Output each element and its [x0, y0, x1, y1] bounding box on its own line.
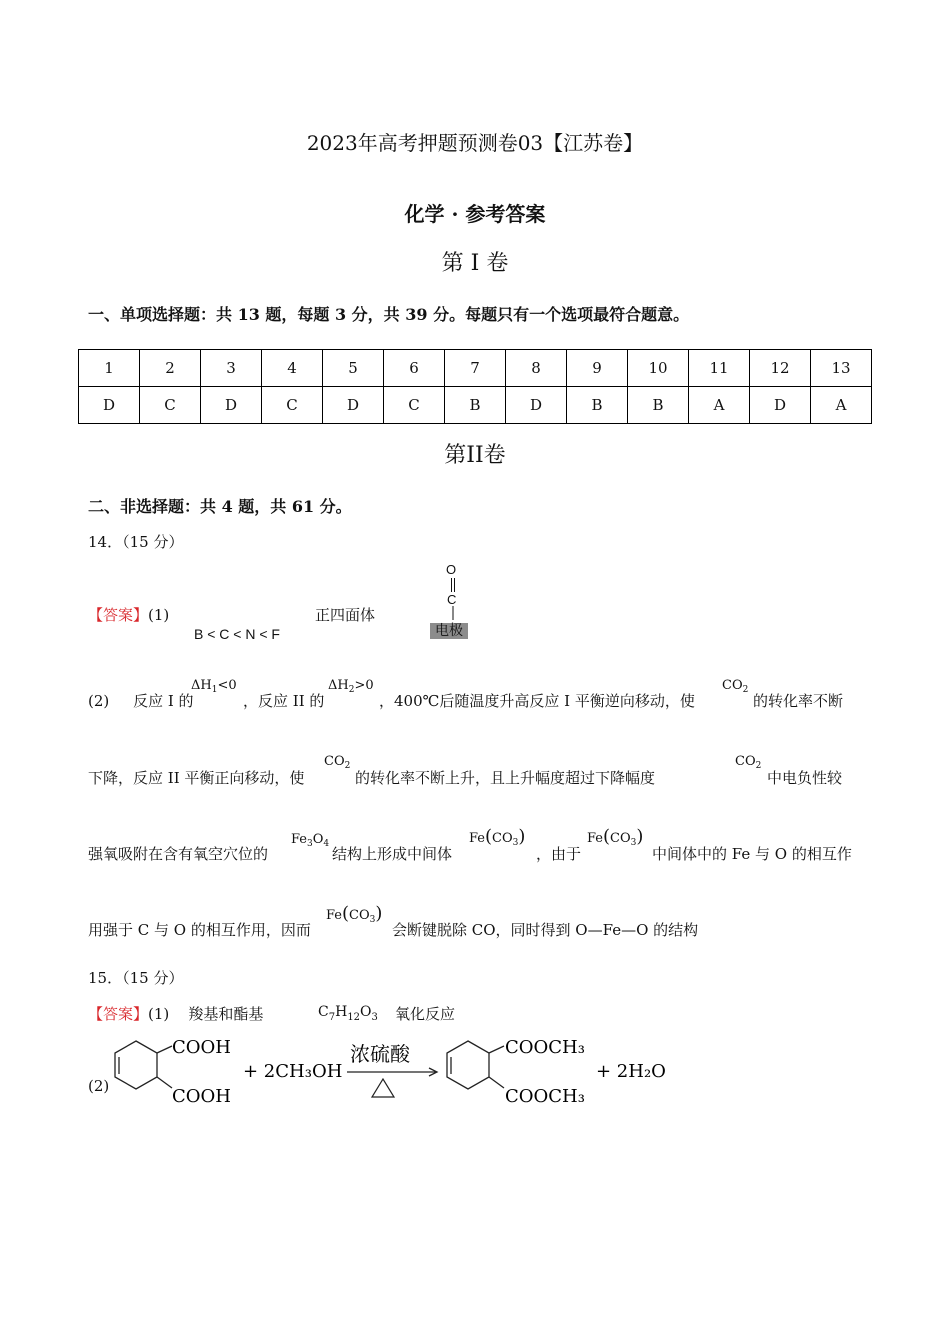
electronegativity-order: B < C < N < F	[194, 626, 280, 642]
subscript: 3	[512, 838, 519, 848]
co-carbon-atom: C	[447, 592, 457, 607]
answer-tag: 【答案】	[88, 1005, 149, 1023]
answer-table-answer-row	[79, 387, 872, 424]
question-number: 4	[262, 350, 323, 387]
subscript: 7	[328, 1012, 336, 1023]
subscript: 3	[307, 839, 313, 849]
co2-formula	[324, 754, 350, 771]
water-product: + 2H₂O	[596, 1061, 666, 1082]
carboxyl-group-top: COOH	[172, 1037, 231, 1058]
text-segment: CO	[349, 908, 370, 923]
feco3-formula: $Fe(CO_3)$	[587, 826, 644, 848]
text-segment: H	[335, 1004, 348, 1020]
co2-formula	[735, 754, 761, 771]
part-number: (1)	[148, 1005, 170, 1023]
text-segment: CO	[722, 678, 743, 693]
q14-answer-line-1	[88, 604, 169, 625]
reactant-cyclohexene-ring	[115, 1041, 172, 1089]
subscript: 1	[211, 685, 218, 695]
carboxyl-group-bottom: COOH	[172, 1086, 231, 1107]
molecular-formula	[318, 1004, 378, 1023]
answer-table-number-row	[79, 350, 872, 387]
question-number: 5	[323, 350, 384, 387]
subscript: 2	[742, 685, 749, 695]
question-14-label: 14．（15 分）	[88, 533, 184, 551]
question-number: 7	[445, 350, 506, 387]
volume-2-heading: 第II卷	[444, 443, 506, 468]
question-number: 6	[384, 350, 445, 387]
subscript: 2	[344, 761, 351, 771]
text-segment: Fe	[469, 831, 486, 846]
subscript: 4	[323, 839, 330, 849]
subscript: 2	[348, 685, 355, 695]
ester-group-bottom: COOCH₃	[505, 1086, 585, 1107]
answer-letter: B	[628, 387, 689, 424]
text-segment: ΔH	[191, 678, 212, 693]
document-title: 2023年高考押题预测卷03【江苏卷】	[306, 131, 644, 155]
part-number: (2)	[88, 692, 110, 710]
catalyst-label: 浓硫酸	[350, 1042, 410, 1066]
answer-letter: C	[262, 387, 323, 424]
q14-part2-line-4: 用强于 C 与 O 的相互作用，因而	[88, 921, 311, 939]
answer-letter: C	[384, 387, 445, 424]
q14-part2-line-1d: 的转化率不断	[753, 692, 844, 710]
q14-part2-line-1b: ，反应 II 的	[243, 692, 325, 710]
product-cyclohexene-ring	[447, 1041, 504, 1089]
question-number: 10	[628, 350, 689, 387]
question-number: 1	[79, 350, 140, 387]
text-segment: C	[318, 1004, 329, 1020]
text-segment: O	[360, 1004, 372, 1020]
q14-part2-line-2c: 中电负性较	[767, 769, 843, 787]
q14-part2-line-2: 下降，反应 II 平衡正向移动，使	[88, 769, 305, 787]
subscript: 3	[630, 838, 637, 848]
text-segment: ΔH	[328, 678, 349, 693]
text-segment: O	[312, 832, 324, 847]
q14-part2-line-3d: 中间体中的 Fe 与 O 的相互作	[652, 845, 852, 863]
answer-letter: B	[445, 387, 506, 424]
subscript: 2	[755, 761, 762, 771]
answer-letter: D	[201, 387, 262, 424]
molecular-shape: 正四面体	[315, 606, 376, 624]
co-oxygen-atom: O	[446, 562, 457, 577]
document-subtitle: 化学 · 参考答案	[404, 202, 546, 226]
q14-part2-line-1c: ，400℃后随温度升高反应 I 平衡逆向移动，使	[379, 692, 695, 710]
answer-letter: A	[811, 387, 872, 424]
q15-part2-number: (2)	[88, 1077, 110, 1095]
ester-group-top: COOCH₃	[505, 1037, 585, 1058]
esterification-reaction-scheme	[100, 1030, 680, 1115]
volume-1-heading: 第 I 卷	[441, 251, 509, 276]
feco3-formula: $Fe(CO_3)$	[469, 826, 526, 848]
text-segment: CO	[492, 831, 513, 846]
subscript: 3	[371, 1012, 378, 1023]
functional-groups: 羧基和酯基	[188, 1005, 264, 1023]
co-double-bond	[450, 578, 456, 592]
text-segment: Fe	[587, 831, 604, 846]
text-segment: CO	[735, 754, 756, 769]
heat-triangle-icon	[372, 1079, 394, 1097]
answer-tag: 【答案】	[88, 606, 149, 624]
feco3-formula: $Fe(CO_3)$	[326, 903, 383, 925]
answer-letter: B	[567, 387, 628, 424]
methanol-reagent: + 2CH₃OH	[243, 1061, 343, 1082]
answer-letter: C	[140, 387, 201, 424]
answer-table	[78, 349, 872, 424]
co-electrode-bond	[452, 606, 454, 620]
text-segment: Fe	[291, 832, 308, 847]
text-segment: Fe	[326, 908, 343, 923]
delta-h1-formula	[191, 678, 237, 695]
question-number: 3	[201, 350, 262, 387]
section-1-heading: 一、单项选择题：共 13 题，每题 3 分，共 39 分。每题只有一个选项最符合题意。	[88, 305, 690, 324]
answer-letter: D	[506, 387, 567, 424]
electrode-block	[430, 620, 468, 640]
text-segment: >0	[354, 678, 374, 693]
answer-letter: D	[323, 387, 384, 424]
q14-part2-line-3c: ，由于	[536, 845, 582, 863]
answer-letter: D	[750, 387, 811, 424]
q14-part2-line-1	[88, 690, 194, 711]
q15-answer-line-1	[88, 1003, 263, 1024]
part-number: (1)	[148, 606, 170, 624]
reaction-type: 氧化反应	[395, 1005, 456, 1023]
question-number: 12	[750, 350, 811, 387]
section-2-heading: 二、非选择题：共 4 题，共 61 分。	[88, 497, 352, 516]
delta-h2-formula	[328, 678, 374, 695]
q14-part2-line-2b: 的转化率不断上升，且上升幅度超过下降幅度	[355, 769, 656, 787]
q14-part2-line-4b: 会断键脱除 CO，同时得到 O—Fe—O 的结构	[392, 921, 699, 939]
text-segment: <0	[217, 678, 237, 693]
answer-letter: D	[79, 387, 140, 424]
electrode-label: 电极	[430, 623, 468, 639]
fe3o4-formula	[291, 832, 329, 849]
q14-part2-line-3: 强氧吸附在含有氧空穴位的	[88, 845, 269, 863]
question-15-label: 15．（15 分）	[88, 969, 184, 987]
text-segment: CO	[324, 754, 345, 769]
question-number: 2	[140, 350, 201, 387]
answer-letter: A	[689, 387, 750, 424]
question-number: 13	[811, 350, 872, 387]
reaction-arrow	[347, 1068, 437, 1076]
subscript: 3	[369, 915, 376, 925]
question-number: 8	[506, 350, 567, 387]
text-segment: 反应 I 的	[133, 692, 194, 710]
subscript: 12	[347, 1012, 361, 1023]
question-number: 11	[689, 350, 750, 387]
co2-formula	[722, 678, 748, 695]
question-number: 9	[567, 350, 628, 387]
q14-part2-line-3b: 结构上形成中间体	[332, 845, 453, 863]
text-segment: CO	[610, 831, 631, 846]
